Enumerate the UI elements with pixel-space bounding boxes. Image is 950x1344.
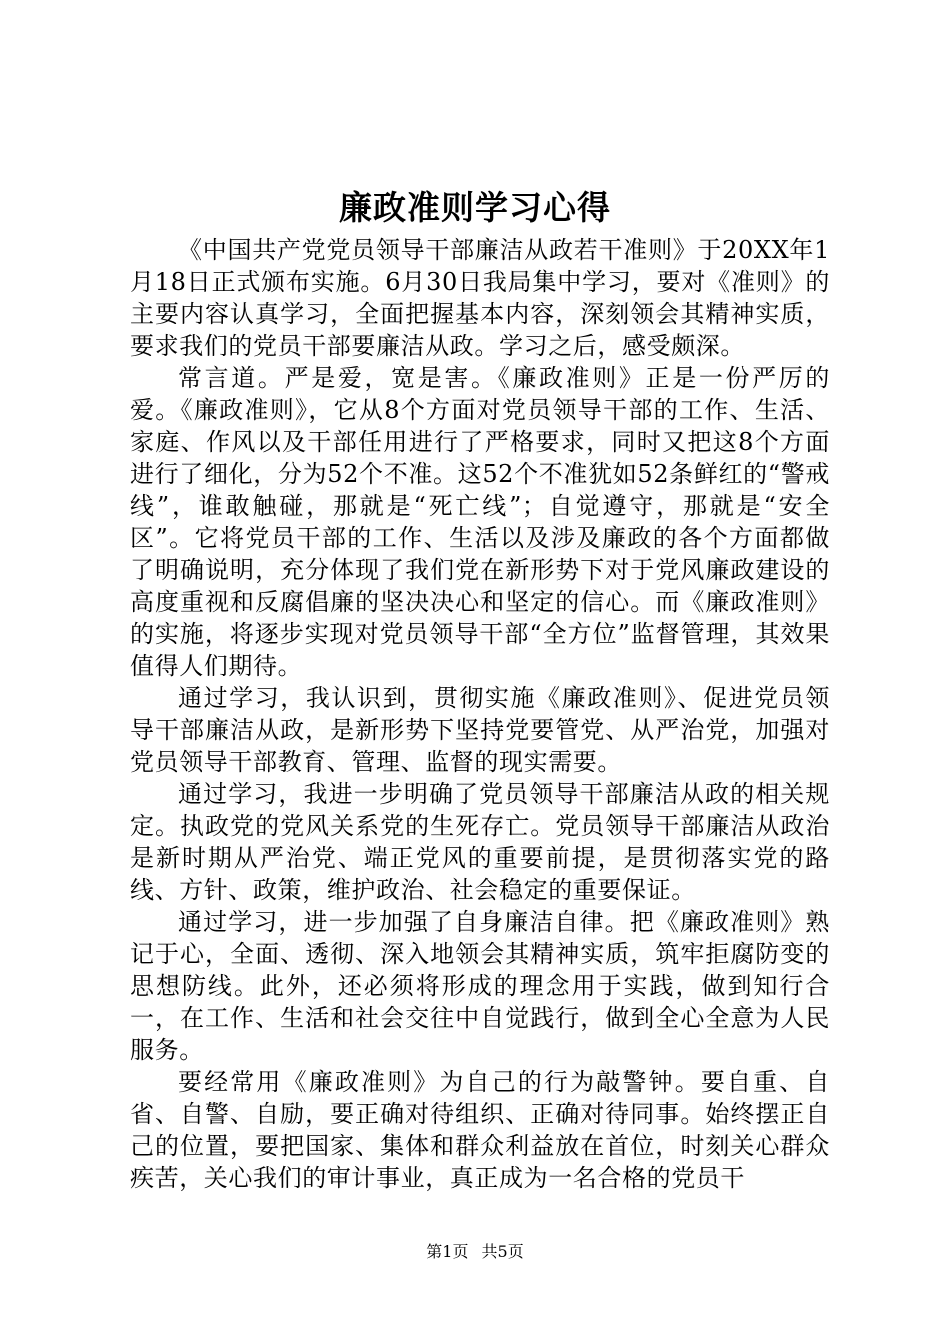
paragraph-3: 通过学习，我认识到，贯彻实施《廉政准则》、促进党员领导干部廉洁从政，是新形势下坚持党要管党、从严治党，加强对党员领导干部教育、管理、监督的现实需要。 [130,684,830,776]
paragraph-5: 通过学习，进一步加强了自身廉洁自律。把《廉政准则》熟记于心，全面、透彻、深入地领会其精神实质，筑牢拒腐防变的思想防线。此外，还必须将形成的理念用于实践，做到知行合一，在工作、生活和社会交往中自觉践行，做到全心全意为人民服务。 [130,908,830,1064]
paragraph-6: 要经常用《廉政准则》为自己的行为敲警钟。要自重、自省、自警、自励，要正确对待组织、正确对待同事。始终摆正自己的位置，要把国家、集体和群众利益放在首位，时刻关心群众疾苦，关心我们的审计事业，真正成为一名合格的党员干 [130,1068,830,1192]
page-number: 第1页 [426,1242,469,1261]
document-body [130,234,830,1194]
document-title: 廉政准则学习心得 [339,188,611,227]
page-footer [0,1240,950,1264]
paragraph-4: 通过学习，我进一步明确了党员领导干部廉洁从政的相关规定。执政党的党风关系党的生死存亡。党员领导干部廉洁从政治是新时期从严治党、端正党风的重要前提，是贯彻落实党的路线、方针、政策，维护政治、社会稳定的重要保证。 [130,780,830,904]
paragraph-1: 《中国共产党党员领导干部廉洁从政若干准则》于20XX年1月18日正式颁布实施。6月30日我局集中学习，要对《准则》的主要内容认真学习，全面把握基本内容，深刻领会其精神实质，要求我们的党员干部要廉洁从政。学习之后，感受颇深。 [130,236,830,360]
paragraph-2: 常言道。严是爱，宽是害。《廉政准则》正是一份严厉的爱。《廉政准则》，它从8个方面对党员领导干部的工作、生活、家庭、作风以及干部任用进行了严格要求，同时又把这8个方面进行了细化，分为52个不准。这52个不准犹如52条鲜红的“警戒线”，谁敢触碰，那就是“死亡线”；自觉遵守，那就是“安全区”。它将党员干部的工作、生活以及涉及廉政的各个方面都做了明确说明，充分体现了我们党在新形势下对于党风廉政建设的高度重视和反腐倡廉的坚决决心和坚定的信心。而《廉政准则》的实施，将逐步实现对党员领导干部“全方位”监督管理，其效果值得人们期待。 [130,364,830,680]
page-count: 共5页 [481,1242,524,1261]
